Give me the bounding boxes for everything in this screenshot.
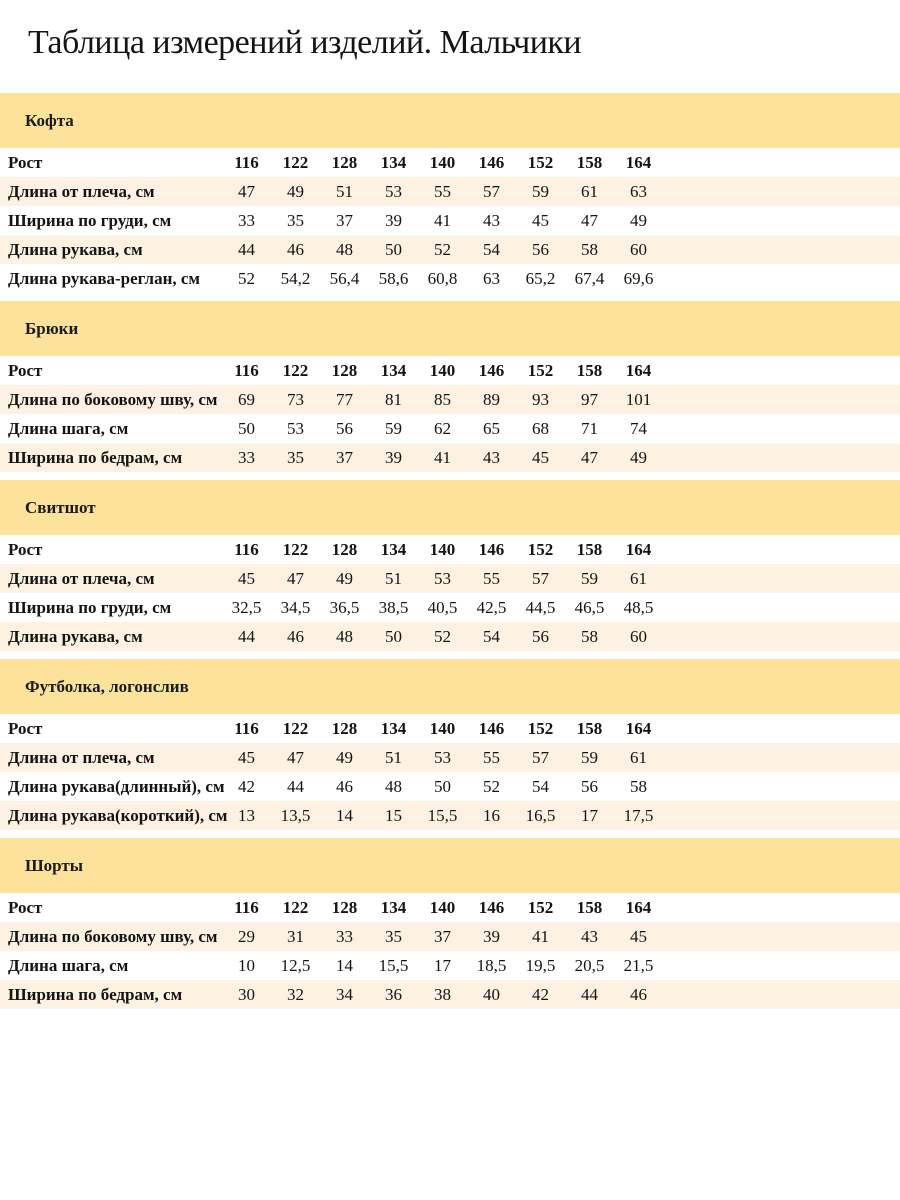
measurement-value-cell: 33 [336, 926, 353, 946]
section-title: Кофта [25, 110, 74, 130]
measurement-row [0, 951, 900, 980]
measurement-value-cell: 60 [630, 239, 647, 259]
measurement-value-cell: 43 [483, 447, 500, 467]
measurement-value-cell: 45 [238, 747, 255, 767]
size-header-row [0, 535, 900, 564]
size-header-cell: 146 [478, 539, 505, 559]
size-header-cell: 158 [576, 152, 603, 172]
measurement-value-cell: 51 [385, 568, 402, 588]
measurement-value-cell: 38,5 [378, 597, 409, 617]
measurement-value-cell: 45 [238, 568, 255, 588]
measurement-label: Ширина по бедрам, см [8, 447, 183, 467]
measurement-label: Длина от плеча, см [8, 747, 155, 767]
measurement-value-cell: 59 [581, 568, 598, 588]
measurement-label: Ширина по груди, см [8, 210, 172, 230]
measurement-value-cell: 30 [238, 984, 255, 1004]
measurement-value-cell: 39 [385, 210, 402, 230]
measurement-value-cell: 45 [630, 926, 647, 946]
size-header-cell: 152 [527, 152, 554, 172]
measurement-value-cell: 61 [581, 181, 598, 201]
measurement-label: Длина от плеча, см [8, 181, 155, 201]
size-header-cell: 122 [282, 152, 309, 172]
measurement-row [0, 206, 900, 235]
measurement-value-cell: 49 [287, 181, 304, 201]
size-header-cell: 134 [380, 360, 407, 380]
measurement-value-cell: 63 [630, 181, 647, 201]
measurement-value-cell: 36 [385, 984, 402, 1004]
size-header-cell: 116 [234, 539, 259, 559]
measurement-value-cell: 49 [336, 747, 353, 767]
size-header-label: Рост [8, 539, 43, 559]
measurement-value-cell: 44 [238, 239, 255, 259]
measurement-value-cell: 77 [336, 389, 353, 409]
measurement-value-cell: 33 [238, 210, 255, 230]
measurement-value-cell: 17,5 [623, 805, 654, 825]
measurement-label: Длина по боковому шву, см [8, 926, 218, 946]
measurement-value-cell: 52 [238, 268, 255, 288]
measurement-value-cell: 57 [483, 181, 500, 201]
measurement-value-cell: 62 [434, 418, 451, 438]
measurement-value-cell: 50 [385, 626, 402, 646]
measurement-value-cell: 47 [581, 210, 598, 230]
measurement-value-cell: 85 [434, 389, 451, 409]
measurement-value-cell: 58 [581, 626, 598, 646]
measurement-value-cell: 34 [336, 984, 353, 1004]
measurement-row [0, 564, 900, 593]
measurement-value-cell: 56 [532, 239, 549, 259]
size-header-cell: 134 [380, 897, 407, 917]
measurement-label: Длина рукава, см [8, 239, 143, 259]
measurement-row [0, 743, 900, 772]
measurement-value-cell: 56 [336, 418, 353, 438]
measurement-value-cell: 54 [483, 239, 500, 259]
measurement-value-cell: 33 [238, 447, 255, 467]
measurement-value-cell: 48,5 [623, 597, 654, 617]
measurement-value-cell: 89 [483, 389, 500, 409]
measurement-value-cell: 46,5 [574, 597, 605, 617]
section-title: Свитшот [25, 497, 96, 517]
measurement-table [0, 356, 900, 472]
measurement-value-cell: 50 [385, 239, 402, 259]
measurement-row [0, 593, 900, 622]
measurement-value-cell: 45 [532, 210, 549, 230]
size-header-cell: 128 [331, 152, 358, 172]
measurement-value-cell: 40 [483, 984, 500, 1004]
measurement-row [0, 385, 900, 414]
size-header-cell: 164 [625, 718, 652, 738]
page-title: Таблица измерений изделий. Мальчики [28, 24, 582, 61]
page-header [0, 0, 900, 93]
measurement-table [0, 714, 900, 830]
size-header-row [0, 356, 900, 385]
measurement-row [0, 980, 900, 1009]
measurement-value-cell: 31 [287, 926, 304, 946]
measurement-value-cell: 53 [434, 568, 451, 588]
measurement-value-cell: 37 [434, 926, 451, 946]
measurement-value-cell: 48 [336, 626, 353, 646]
size-header-cell: 140 [429, 360, 456, 380]
size-header-cell: 134 [380, 718, 407, 738]
size-header-cell: 152 [527, 360, 554, 380]
measurement-value-cell: 13,5 [280, 805, 311, 825]
size-header-row [0, 714, 900, 743]
measurement-row [0, 622, 900, 651]
measurement-value-cell: 52 [434, 239, 451, 259]
measurement-value-cell: 69 [238, 389, 255, 409]
measurement-value-cell: 39 [483, 926, 500, 946]
measurement-value-cell: 65 [483, 418, 500, 438]
size-header-label: Рост [8, 897, 43, 917]
size-header-cell: 140 [429, 539, 456, 559]
size-header-cell: 152 [527, 718, 554, 738]
measurement-value-cell: 32 [287, 984, 304, 1004]
measurement-row [0, 235, 900, 264]
size-header-cell: 140 [429, 718, 456, 738]
measurement-value-cell: 71 [581, 418, 598, 438]
measurement-row [0, 414, 900, 443]
measurement-value-cell: 37 [336, 210, 353, 230]
size-header-cell: 158 [576, 897, 603, 917]
measurement-value-cell: 41 [434, 447, 451, 467]
measurement-value-cell: 12,5 [280, 955, 311, 975]
measurement-value-cell: 53 [434, 747, 451, 767]
measurement-row [0, 922, 900, 951]
measurement-value-cell: 59 [532, 181, 549, 201]
measurement-row [0, 772, 900, 801]
measurement-label: Длина рукава-реглан, см [8, 268, 200, 288]
measurement-value-cell: 54 [532, 776, 549, 796]
size-header-cell: 146 [478, 360, 505, 380]
measurement-value-cell: 47 [287, 568, 304, 588]
measurement-value-cell: 60 [630, 626, 647, 646]
size-header-cell: 116 [234, 360, 259, 380]
measurement-value-cell: 48 [385, 776, 402, 796]
measurement-value-cell: 15,5 [378, 955, 409, 975]
measurement-value-cell: 52 [434, 626, 451, 646]
measurement-value-cell: 49 [630, 210, 647, 230]
measurement-value-cell: 68 [532, 418, 549, 438]
measurement-value-cell: 46 [630, 984, 647, 1004]
measurement-value-cell: 73 [287, 389, 304, 409]
measurement-value-cell: 57 [532, 568, 549, 588]
measurement-value-cell: 65,2 [525, 268, 556, 288]
measurement-value-cell: 58 [581, 239, 598, 259]
measurement-value-cell: 67,4 [574, 268, 605, 288]
measurement-label: Длина шага, см [8, 418, 129, 438]
measurement-value-cell: 55 [483, 747, 500, 767]
measurement-row [0, 801, 900, 830]
measurement-row [0, 177, 900, 206]
measurement-value-cell: 45 [532, 447, 549, 467]
section-band [0, 659, 900, 714]
size-header-cell: 128 [331, 718, 358, 738]
measurement-value-cell: 42,5 [476, 597, 507, 617]
size-header-cell: 122 [282, 360, 309, 380]
measurement-value-cell: 93 [532, 389, 549, 409]
size-header-cell: 122 [282, 718, 309, 738]
measurement-value-cell: 58 [630, 776, 647, 796]
measurement-value-cell: 44 [287, 776, 304, 796]
size-header-cell: 152 [527, 897, 554, 917]
measurement-value-cell: 57 [532, 747, 549, 767]
measurement-value-cell: 17 [581, 805, 598, 825]
measurement-table [0, 893, 900, 1009]
measurement-value-cell: 17 [434, 955, 451, 975]
measurement-value-cell: 58,6 [378, 268, 409, 288]
measurement-value-cell: 59 [581, 747, 598, 767]
measurement-value-cell: 15,5 [427, 805, 458, 825]
product-section [0, 838, 900, 1009]
size-header-cell: 140 [429, 152, 456, 172]
section-title: Футболка, логонслив [25, 676, 189, 696]
size-header-cell: 122 [282, 897, 309, 917]
measurement-value-cell: 49 [336, 568, 353, 588]
measurement-value-cell: 44,5 [525, 597, 556, 617]
section-band [0, 301, 900, 356]
measurement-value-cell: 38 [434, 984, 451, 1004]
measurement-value-cell: 35 [385, 926, 402, 946]
size-header-cell: 146 [478, 897, 505, 917]
measurement-label: Ширина по груди, см [8, 597, 172, 617]
measurement-value-cell: 46 [287, 239, 304, 259]
size-header-cell: 134 [380, 539, 407, 559]
measurement-value-cell: 51 [385, 747, 402, 767]
section-band [0, 480, 900, 535]
section-title: Брюки [25, 318, 79, 338]
measurement-label: Длина от плеча, см [8, 568, 155, 588]
size-header-cell: 140 [429, 897, 456, 917]
size-header-cell: 158 [576, 539, 603, 559]
measurement-value-cell: 47 [238, 181, 255, 201]
measurement-label: Длина рукава, см [8, 626, 143, 646]
measurement-value-cell: 14 [336, 955, 353, 975]
measurement-table [0, 148, 900, 293]
size-header-cell: 164 [625, 152, 652, 172]
measurement-value-cell: 61 [630, 568, 647, 588]
measurement-value-cell: 35 [287, 447, 304, 467]
size-tables-container [0, 93, 900, 1009]
size-header-label: Рост [8, 718, 43, 738]
measurement-label: Длина рукава(короткий), см [8, 805, 228, 825]
measurement-value-cell: 59 [385, 418, 402, 438]
measurement-value-cell: 60,8 [427, 268, 458, 288]
size-header-cell: 158 [576, 718, 603, 738]
measurement-label: Ширина по бедрам, см [8, 984, 183, 1004]
measurement-value-cell: 10 [238, 955, 255, 975]
measurement-value-cell: 47 [287, 747, 304, 767]
measurement-value-cell: 13 [238, 805, 255, 825]
measurement-value-cell: 41 [532, 926, 549, 946]
size-header-row [0, 893, 900, 922]
product-section [0, 480, 900, 651]
measurement-value-cell: 46 [287, 626, 304, 646]
size-header-cell: 134 [380, 152, 407, 172]
size-header-cell: 128 [331, 897, 358, 917]
measurement-value-cell: 46 [336, 776, 353, 796]
measurement-value-cell: 101 [625, 389, 652, 409]
measurement-value-cell: 61 [630, 747, 647, 767]
measurement-value-cell: 35 [287, 210, 304, 230]
measurement-value-cell: 53 [287, 418, 304, 438]
measurement-row [0, 264, 900, 293]
size-header-cell: 152 [527, 539, 554, 559]
measurement-value-cell: 32,5 [231, 597, 262, 617]
measurement-value-cell: 55 [434, 181, 451, 201]
size-header-cell: 116 [234, 152, 259, 172]
measurement-value-cell: 56 [581, 776, 598, 796]
measurement-value-cell: 18,5 [476, 955, 507, 975]
measurement-value-cell: 55 [483, 568, 500, 588]
measurement-value-cell: 37 [336, 447, 353, 467]
measurement-value-cell: 97 [581, 389, 598, 409]
measurement-value-cell: 40,5 [427, 597, 458, 617]
measurement-value-cell: 54,2 [280, 268, 311, 288]
measurement-value-cell: 42 [532, 984, 549, 1004]
size-header-label: Рост [8, 360, 43, 380]
product-section [0, 659, 900, 830]
measurement-label: Длина рукава(длинный), см [8, 776, 225, 796]
size-header-cell: 146 [478, 152, 505, 172]
measurement-label: Длина по боковому шву, см [8, 389, 218, 409]
size-header-row [0, 148, 900, 177]
measurement-value-cell: 63 [483, 268, 500, 288]
size-header-cell: 122 [282, 539, 309, 559]
measurement-value-cell: 69,6 [623, 268, 654, 288]
measurement-value-cell: 81 [385, 389, 402, 409]
measurement-label: Длина шага, см [8, 955, 129, 975]
product-section [0, 301, 900, 472]
measurement-value-cell: 53 [385, 181, 402, 201]
size-header-cell: 164 [625, 897, 652, 917]
size-header-cell: 146 [478, 718, 505, 738]
measurement-value-cell: 74 [630, 418, 647, 438]
measurement-value-cell: 29 [238, 926, 255, 946]
measurement-value-cell: 36,5 [329, 597, 360, 617]
size-header-cell: 128 [331, 360, 358, 380]
measurement-value-cell: 48 [336, 239, 353, 259]
measurement-value-cell: 20,5 [574, 955, 605, 975]
measurement-value-cell: 50 [434, 776, 451, 796]
measurement-table [0, 535, 900, 651]
measurement-value-cell: 56 [532, 626, 549, 646]
measurement-value-cell: 44 [581, 984, 598, 1004]
measurement-value-cell: 15 [385, 805, 402, 825]
measurement-value-cell: 50 [238, 418, 255, 438]
measurement-value-cell: 14 [336, 805, 353, 825]
measurement-value-cell: 43 [483, 210, 500, 230]
measurement-value-cell: 41 [434, 210, 451, 230]
section-band [0, 838, 900, 893]
measurement-value-cell: 47 [581, 447, 598, 467]
measurement-value-cell: 52 [483, 776, 500, 796]
measurement-row [0, 443, 900, 472]
section-title: Шорты [25, 855, 84, 875]
size-header-cell: 164 [625, 539, 652, 559]
measurement-value-cell: 44 [238, 626, 255, 646]
measurement-value-cell: 19,5 [525, 955, 556, 975]
size-header-cell: 158 [576, 360, 603, 380]
measurement-value-cell: 34,5 [280, 597, 311, 617]
measurement-value-cell: 51 [336, 181, 353, 201]
size-header-cell: 164 [625, 360, 652, 380]
measurement-value-cell: 42 [238, 776, 255, 796]
measurement-value-cell: 49 [630, 447, 647, 467]
product-section [0, 93, 900, 293]
size-header-cell: 128 [331, 539, 358, 559]
size-header-cell: 116 [234, 718, 259, 738]
measurement-value-cell: 39 [385, 447, 402, 467]
measurement-value-cell: 54 [483, 626, 500, 646]
measurement-value-cell: 43 [581, 926, 598, 946]
measurement-value-cell: 56,4 [329, 268, 360, 288]
measurement-value-cell: 16 [483, 805, 500, 825]
section-band [0, 93, 900, 148]
measurement-value-cell: 21,5 [623, 955, 654, 975]
measurement-value-cell: 16,5 [525, 805, 556, 825]
size-header-label: Рост [8, 152, 43, 172]
size-header-cell: 116 [234, 897, 259, 917]
